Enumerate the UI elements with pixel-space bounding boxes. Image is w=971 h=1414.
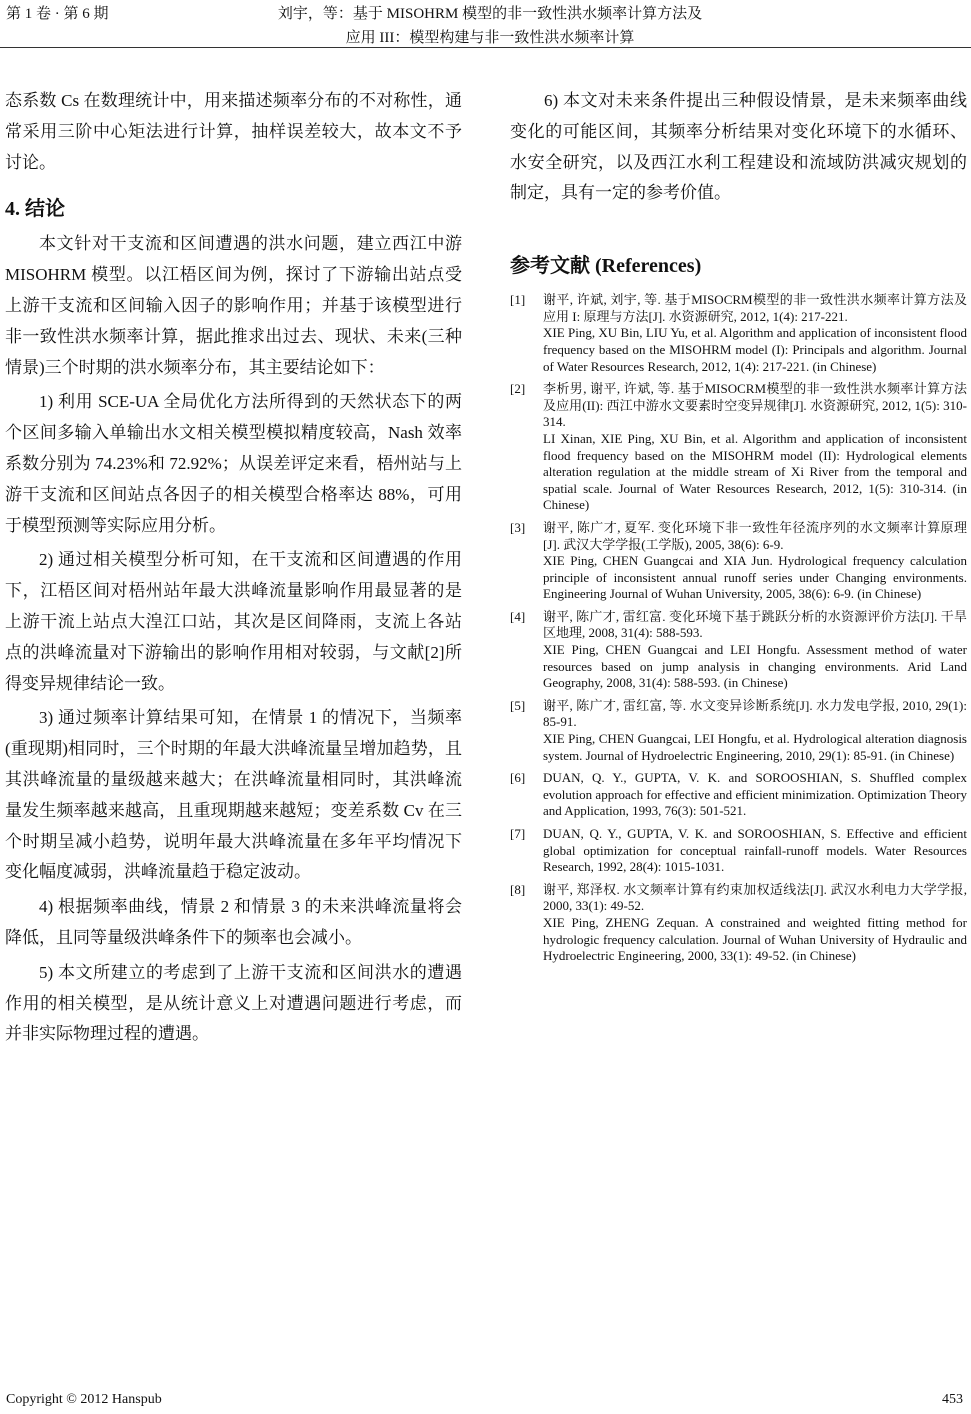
header-divider xyxy=(0,47,971,48)
footer-copyright: Copyright © 2012 Hanspub xyxy=(6,1392,162,1407)
reference-chinese: 谢平, 陈广才, 夏军. 变化环境下非一致性年径流序列的水文频率计算原理[J]. 武汉大学学报(工学版), 2005, 38(6): 6-9. xyxy=(543,519,967,552)
reference-text xyxy=(543,882,967,965)
reference-english: XIE Ping, CHEN Guangcai and XIA Jun. Hydrological frequency calculation principle of inconsistent annual runoff series under Changing environments. Engineering Journal of Wuhan University, 2005, 38(6): 6-9. (in Chinese) xyxy=(543,553,967,602)
reference-item xyxy=(510,882,967,965)
page-number: 453 xyxy=(942,1392,963,1407)
reference-english: DUAN, Q. Y., GUPTA, V. K. and SOROOSHIAN, S. Effective and efficient global optimization for conceptual rainfall-runoff models. Water Resources Research, 1992, 28(4): 1015-1031. xyxy=(543,826,967,875)
reference-item xyxy=(510,770,967,820)
reference-item xyxy=(510,292,967,375)
reference-english: XIE Ping, XU Bin, LIU Yu, et al. Algorithm and application of inconsistent flood frequency based on the MISOHRM model (I): Principals and algorithm. Journal of Water Resources Research, 2012, 1(4): 217-221. (in Chinese) xyxy=(543,325,967,374)
reference-number: [8] xyxy=(510,881,526,897)
section-heading-conclusion: 4. 结论 xyxy=(5,198,65,221)
left-column xyxy=(5,86,462,1054)
reference-chinese: 谢平, 陈广才, 雷红富. 变化环境下基于跳跃分析的水资源评价方法[J]. 干旱区地理, 2008, 31(4): 588-593. xyxy=(543,608,967,641)
reference-list xyxy=(510,292,967,965)
running-header-issue: 第 1 卷 · 第 6 期 xyxy=(6,6,109,22)
right-column xyxy=(510,86,967,971)
reference-number: [5] xyxy=(510,697,526,713)
reference-text xyxy=(543,770,967,820)
reference-number: [6] xyxy=(510,770,526,786)
running-header-title xyxy=(230,2,750,50)
reference-text xyxy=(543,292,967,375)
reference-english: LI Xinan, XIE Ping, XU Bin, et al. Algorithm and application of inconsistent flood frequency based on the MISOHRM model (II): Hydrological elements alteration regulation at the middle stream of Xi River from the temporal and spatial scale. Journal of Water Resources Research, 2012, 1(5): 310-314. (in Chinese) xyxy=(543,430,967,513)
reference-chinese: 李析男, 谢平, 许斌, 等. 基于MISOCRM模型的非一致性洪水频率计算方法及应用(II): 西江中游水文要素时空变异规律[J]. 水资源研究, 2012, 1(5): 310-314. xyxy=(543,381,967,430)
reference-chinese: 谢平, 郑泽权. 水文频率计算有约束加权适线法[J]. 武汉水利电力大学学报, 2000, 33(1): 49-52. xyxy=(543,881,967,914)
reference-text xyxy=(543,826,967,876)
reference-number: [4] xyxy=(510,608,526,624)
reference-text xyxy=(543,698,967,764)
reference-english: XIE Ping, CHEN Guangcai and LEI Hongfu. Assessment method of water resources based on jump analysis in changing environments. Arid Land Geography, 2008, 31(4): 588-593. (in Chinese) xyxy=(543,642,967,691)
conclusion-point-3: 3) 通过频率计算结果可知，在情景 1 的情况下，当频率(重现期)相同时，三个时期的年最大洪峰流量呈增加趋势，且其洪峰流量的量级越来越大；在洪峰流量相同时，其洪峰流量发生频率越来越高，且重现期越来越短；变差系数 Cv 在三个时期呈减小趋势，说明年最大洪峰流量在多年平均情况下变化幅度减弱，洪峰流量趋于稳定波动。 xyxy=(5,708,462,882)
reference-english: XIE Ping, ZHENG Zequan. A constrained and weighted fitting method for hydrologic frequency calculation. Journal of Wuhan University of Hydraulic and Hydroelectric Engineering, 2000, 33(1): 49-52. (in Chinese) xyxy=(543,914,967,964)
running-header-title-line2: 应用 III：模型构建与非一致性洪水频率计算 xyxy=(345,30,635,46)
reference-english: DUAN, Q. Y., GUPTA, V. K. and SOROOSHIAN, S. Shuffled complex evolution approach for effective and efficient minimization. Optimization Theory and Application, 1993, 76(3): 501-521. xyxy=(543,770,967,819)
intro-paragraph: 态系数 Cs 在数理统计中，用来描述频率分布的不对称性，通常采用三阶中心矩法进行计算，抽样误差较大，故本文不予讨论。 xyxy=(5,91,462,172)
conclusion-point-1: 1) 利用 SCE-UA 全局优化方法所得到的天然状态下的两个区间多输入单输出水文相关模型模拟精度较高，Nash 效率系数分别为 74.23%和 72.92%；从误差评定来看，梧州站与上游干支流和区间站点各因子的相关模型合格率达 88%，可用于模型预测等实际应用分析。 xyxy=(5,392,462,535)
reference-chinese: 谢平, 许斌, 刘宇, 等. 基于MISOCRM模型的非一致性洪水频率计算方法及应用 I: 原理与方法[J]. 水资源研究, 2012, 1(4): 217-221. xyxy=(543,292,967,324)
conclusion-point-2: 2) 通过相关模型分析可知，在干支流和区间遭遇的作用下，江梧区间对梧州站年最大洪峰流量影响作用最显著的是上游干流上站点大湟江口站，其次是区间降雨，支流上各站点的洪峰流量对下游输出的影响作用相对较弱，与文献[2]所得变异规律结论一致。 xyxy=(5,550,462,693)
reference-item xyxy=(510,609,967,692)
reference-english: XIE Ping, CHEN Guangcai, LEI Hongfu, et al. Hydrological alteration diagnosis system. Journal of Hydroelectric Engineering, 2010, 29(1): 85-91. (in Chinese) xyxy=(543,731,967,763)
running-header-title-line1: 刘宇，等：基于 MISOHRM 模型的非一致性洪水频率计算方法及 xyxy=(277,6,703,22)
reference-number: [3] xyxy=(510,519,526,535)
reference-item xyxy=(510,826,967,876)
reference-number: [2] xyxy=(510,381,526,397)
reference-text xyxy=(543,381,967,514)
reference-number: [7] xyxy=(510,826,526,841)
reference-item xyxy=(510,381,967,514)
reference-text xyxy=(543,609,967,692)
conclusion-point-4: 4) 根据频率曲线，情景 2 和情景 3 的未来洪峰流量将会降低，且同等量级洪峰条件下的频率也会减小。 xyxy=(5,897,462,947)
references-heading: 参考文献 (References) xyxy=(510,255,702,278)
reference-text xyxy=(543,520,967,603)
reference-chinese: 谢平, 陈广才, 雷红富, 等. 水文变异诊断系统[J]. 水力发电学报, 2010, 29(1): 85-91. xyxy=(543,697,967,730)
reference-number: [1] xyxy=(510,292,526,308)
reference-item xyxy=(510,520,967,603)
reference-item xyxy=(510,698,967,764)
conclusion-paragraph: 本文针对干支流和区间遭遇的洪水问题，建立西江中游 MISOHRM 模型。以江梧区间为例，探讨了下游输出站点受上游干支流和区间输入因子的影响作用；并基于该模型进行非一致性洪水频率计算，据此推求出过去、现状、未来(三种情景)三个时期的洪水频率分布，其主要结论如下： xyxy=(5,234,462,377)
conclusion-point-5: 5) 本文所建立的考虑到了上游干支流和区间洪水的遭遇作用的相关模型，是从统计意义上对遭遇问题进行考虑，而并非实际物理过程的遭遇。 xyxy=(5,962,462,1044)
conclusion-point-6: 6) 本文对未来条件提出三种假设情景，是未来频率曲线变化的可能区间，其频率分析结果对变化环境下的水循环、水安全研究，以及西江水利工程建设和流域防洪减灾规划的制定，具有一定的参考价值。 xyxy=(510,91,967,203)
